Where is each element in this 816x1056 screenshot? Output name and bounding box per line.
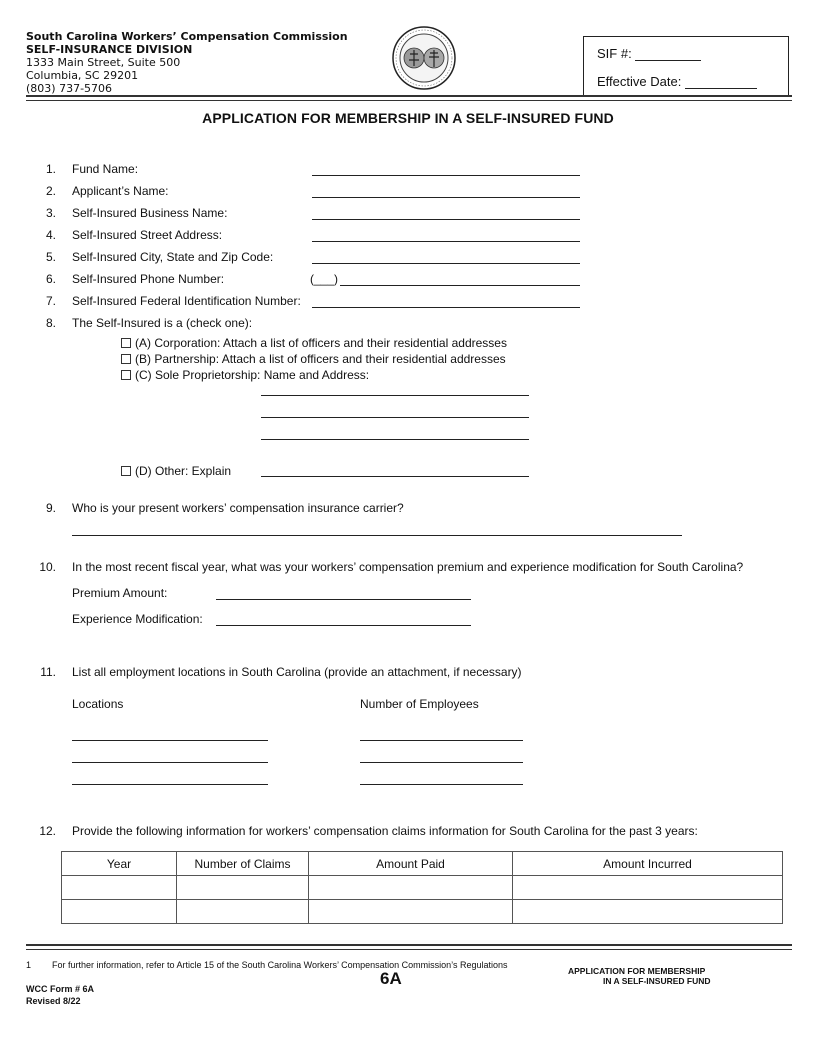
paid-cell[interactable] <box>309 900 513 924</box>
q7-label: Self-Insured Federal Identification Number: <box>72 294 301 308</box>
agency-header <box>26 30 348 95</box>
header-divider <box>26 95 792 101</box>
form-title-line-2: IN A SELF-INSURED FUND <box>603 976 711 986</box>
claims-table <box>61 851 783 924</box>
sif-number-field[interactable] <box>635 47 701 61</box>
locations-header: Locations <box>72 697 124 711</box>
option-other-label: (D) Other: Explain <box>135 464 232 478</box>
q4-number: 4. <box>45 228 56 242</box>
footnote-text: For further information, refer to Article 15 of the South Carolina Workers’ Compensation Commission’s Regulations <box>52 960 508 970</box>
q3-label: Self-Insured Business Name: <box>72 206 228 220</box>
q1-label: Fund Name: <box>72 162 139 176</box>
proprietor-name-line-3[interactable] <box>261 439 529 440</box>
city-address: Columbia, SC 29201 <box>26 69 139 82</box>
col-amount-paid: Amount Paid <box>309 852 513 876</box>
q2-label: Applicant’s Name: <box>72 184 169 198</box>
q11-number: 11. <box>40 665 56 679</box>
phone-number-field[interactable] <box>340 285 580 286</box>
q9-label: Who is your present workers’ compensation insurance carrier? <box>72 501 404 515</box>
col-number-of-claims: Number of Claims <box>177 852 309 876</box>
checkbox-sole-proprietorship[interactable] <box>121 370 131 380</box>
proprietor-name-line-1[interactable] <box>261 395 529 396</box>
option-partnership-label: (B) Partnership: Attach a list of officers and their residential addresses <box>135 352 506 366</box>
sif-box <box>583 36 789 96</box>
area-code-field[interactable]: (___) <box>310 272 339 286</box>
form-title-line-1: APPLICATION FOR MEMBERSHIP <box>568 966 706 976</box>
checkbox-corporation[interactable] <box>121 338 131 348</box>
year-cell[interactable] <box>62 900 177 924</box>
q6-number: 6. <box>45 272 56 286</box>
q11-label: List all employment locations in South Carolina (provide an attachment, if necessary) <box>72 665 522 679</box>
option-sole-proprietorship-label: (C) Sole Proprietorship: Name and Address: <box>135 368 370 382</box>
effective-date-label: Effective Date: <box>597 74 682 89</box>
paid-cell[interactable] <box>309 876 513 900</box>
q8-number: 8. <box>45 316 56 330</box>
q12-label: Provide the following information for workers’ compensation claims information for South Carolina for the past 3 years: <box>72 824 698 838</box>
option-sole-proprietorship[interactable] <box>121 368 369 382</box>
q9-number: 9. <box>45 501 56 515</box>
applicant-name-field[interactable] <box>312 197 580 198</box>
experience-mod-label: Experience Modification: <box>72 612 203 626</box>
claims-cell[interactable] <box>177 876 309 900</box>
q6-label: Self-Insured Phone Number: <box>72 272 225 286</box>
insurance-carrier-field[interactable] <box>72 535 682 536</box>
col-amount-incurred: Amount Incurred <box>513 852 783 876</box>
experience-mod-field[interactable] <box>216 625 471 626</box>
option-corporation-label: (A) Corporation: Attach a list of officers and their residential addresses <box>135 336 507 350</box>
location-field-3[interactable] <box>72 784 268 785</box>
location-field-1[interactable] <box>72 740 268 741</box>
employees-field-1[interactable] <box>360 740 523 741</box>
q7-number: 7. <box>45 294 56 308</box>
q4-label: Self-Insured Street Address: <box>72 228 223 242</box>
claims-header-row <box>62 852 783 876</box>
revised-date: Revised 8/22 <box>26 996 81 1006</box>
employees-field-2[interactable] <box>360 762 523 763</box>
option-corporation[interactable] <box>121 336 507 350</box>
checkbox-other[interactable] <box>121 466 131 476</box>
fund-name-field[interactable] <box>312 175 580 176</box>
page-title: APPLICATION FOR MEMBERSHIP IN A SELF-INSURED FUND <box>202 110 614 126</box>
option-partnership[interactable] <box>121 352 506 366</box>
state-seal-icon <box>392 26 456 90</box>
employees-header: Number of Employees <box>360 697 479 711</box>
form-code: 6A <box>380 969 402 988</box>
checkbox-partnership[interactable] <box>121 354 131 364</box>
premium-amount-label: Premium Amount: <box>72 586 168 600</box>
q12-number: 12. <box>39 824 56 838</box>
q10-number: 10. <box>39 560 56 574</box>
footer-divider <box>26 944 792 950</box>
year-cell[interactable] <box>62 876 177 900</box>
street-address: 1333 Main Street, Suite 500 <box>26 56 181 69</box>
division-name: SELF-INSURANCE DIVISION <box>26 43 193 56</box>
federal-id-field[interactable] <box>312 307 580 308</box>
agency-phone: (803) 737-5706 <box>26 82 113 95</box>
sif-label: SIF #: <box>597 46 632 61</box>
table-row <box>62 876 783 900</box>
agency-name: South Carolina Workers’ Compensation Commission <box>26 30 348 43</box>
premium-amount-field[interactable] <box>216 599 471 600</box>
business-name-field[interactable] <box>312 219 580 220</box>
form-number: WCC Form # 6A <box>26 984 95 994</box>
city-state-zip-field[interactable] <box>312 263 580 264</box>
col-year: Year <box>62 852 177 876</box>
street-address-field[interactable] <box>312 241 580 242</box>
q8-label: The Self-Insured is a (check one): <box>72 316 253 330</box>
effective-date-field[interactable] <box>685 75 757 89</box>
q2-number: 2. <box>45 184 56 198</box>
table-row <box>62 900 783 924</box>
employees-field-3[interactable] <box>360 784 523 785</box>
location-field-2[interactable] <box>72 762 268 763</box>
q10-label: In the most recent fiscal year, what was your workers’ compensation premium and experience modification for South Carolina? <box>72 560 744 574</box>
q1-number: 1. <box>45 162 56 176</box>
q5-number: 5. <box>45 250 56 264</box>
other-explain-field[interactable] <box>261 476 529 477</box>
q5-label: Self-Insured City, State and Zip Code: <box>72 250 274 264</box>
incurred-cell[interactable] <box>513 900 783 924</box>
option-other[interactable] <box>121 464 231 478</box>
footnote-number: 1 <box>26 960 32 970</box>
q3-number: 3. <box>45 206 56 220</box>
proprietor-name-line-2[interactable] <box>261 417 529 418</box>
incurred-cell[interactable] <box>513 876 783 900</box>
claims-cell[interactable] <box>177 900 309 924</box>
